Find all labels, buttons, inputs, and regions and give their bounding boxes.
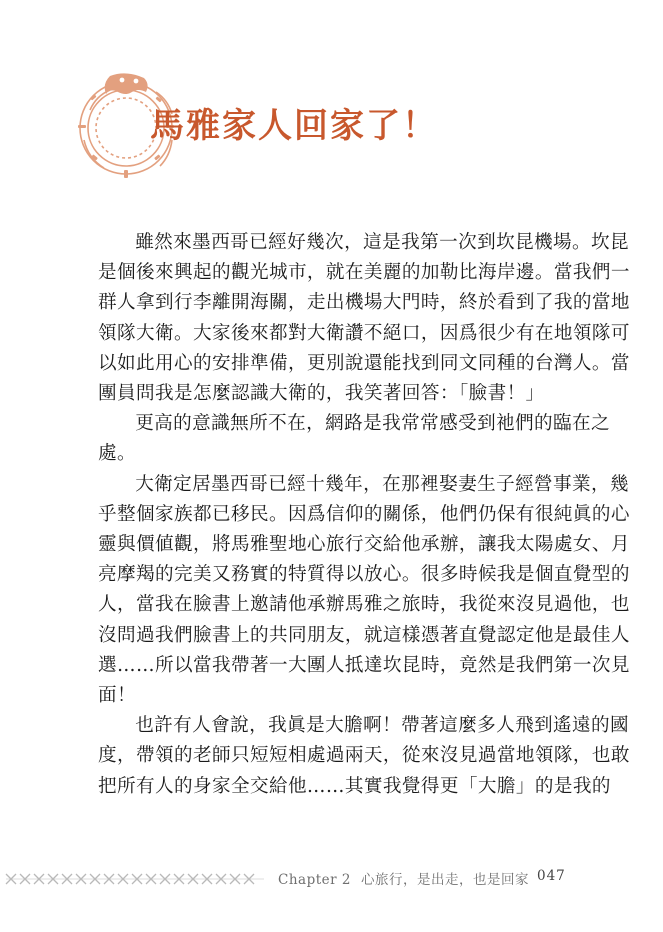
text-line: 處。 <box>98 443 136 465</box>
text-line: 群人拿到行李離開海關，走出機場大門時，終於看到了我的當地 <box>98 292 630 314</box>
paragraph-4 <box>98 711 630 802</box>
paragraph-2 <box>98 409 611 469</box>
paragraph-1 <box>98 228 630 409</box>
text-line: 靈與價値觀，將馬雅聖地心旅行交給他承辦，讓我太陽處女、月 <box>98 534 630 556</box>
text-line: 雖然來墨西哥已經好幾次，這是我第一次到坎昆機場。坎昆 <box>135 232 630 253</box>
text-line: 以如此用心的安排準備，更別說還能找到同文同種的台灣人。當 <box>98 352 630 374</box>
paragraph-3 <box>98 470 630 712</box>
text-line: 更高的意識無所不在，網路是我常常感受到祂們的臨在之 <box>135 413 611 435</box>
text-line: 度，帶領的老師只短短相處過兩天，從來沒見過當地領隊，也敢 <box>98 745 630 767</box>
text-line: 面！ <box>98 685 136 707</box>
text-line: 人，當我在臉書上邀請他承辦馬雅之旅時，我從來沒見過他，也 <box>98 594 630 616</box>
text-line: 是個後來興起的觀光城市，就在美麗的加勒比海岸邊。當我們一 <box>98 262 630 284</box>
body-text <box>98 228 630 802</box>
chapter-title: 馬雅家人回家了！ <box>150 106 438 146</box>
text-line: 領隊大衛。大家後來都對大衛讚不絕口，因爲很少有在地領隊可 <box>98 322 630 344</box>
footer-chapter-label: Chapter 2 <box>278 872 351 888</box>
text-line: 選……所以當我帶著一大團人抵達坎昆時，竟然是我們第一次見 <box>98 654 630 676</box>
text-line: 乎整個家族都已移民。因爲信仰的關係，他們仍保有很純眞的心 <box>98 503 630 525</box>
page-number: 047 <box>537 868 566 884</box>
text-line: 大衛定居墨西哥已經十幾年，在那裡娶妻生子經營事業，幾 <box>135 473 630 495</box>
text-line: 沒問過我們臉書上的共同朋友，就這樣憑著直覺認定他是最佳人 <box>98 624 630 646</box>
text-line: 也許有人會說，我眞是大膽啊！帶著這麼多人飛到遙遠的國 <box>135 715 630 737</box>
footer-chapter-subtitle: 心旅行，是出走，也是回家 <box>360 872 529 888</box>
running-footer <box>278 868 529 888</box>
text-line: 團員問我是怎麼認識大衛的，我笑著回答：「臉書！」 <box>98 383 545 405</box>
x-pattern-border-icon <box>4 872 266 886</box>
text-line: 把所有人的身家全交給他……其實我覺得更「大膽」的是我的 <box>98 775 611 797</box>
text-line: 亮摩羯的完美又務實的特質得以放心。很多時候我是個直覺型的 <box>98 564 630 586</box>
